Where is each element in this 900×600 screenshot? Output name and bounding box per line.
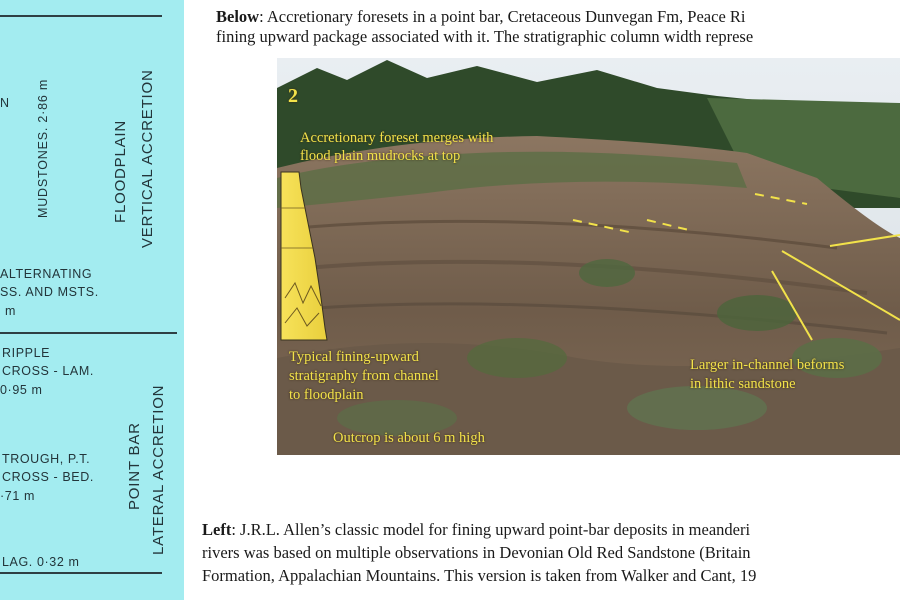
point-bar-label: POINT BAR [126, 422, 143, 510]
column-label-ripple-1: RIPPLE [2, 346, 51, 360]
outcrop-photo-illustration [277, 58, 900, 455]
column-label-lag: LAG. 0·32 m [2, 555, 80, 569]
annotation-fining-1: Typical fining-upward [289, 349, 419, 365]
column-label-ripple-2: CROSS - LAM. [2, 364, 94, 378]
top-rule [0, 15, 162, 17]
annotation-foreset-2: flood plain mudrocks at top [300, 148, 461, 164]
caption-bottom-line-2: rivers was based on multiple observations in Devonian Old Red Sandstone (Britain [202, 543, 751, 562]
column-label-ripple-3: 0·95 m [0, 383, 43, 397]
column-label-trough-1: TROUGH, P.T. [2, 452, 91, 466]
annotation-fining-2: stratigraphy from channel [289, 368, 439, 384]
annotation-fining-3: to floodplain [289, 387, 364, 403]
stratigraphic-column-panel [0, 0, 184, 600]
annotation-foreset-1: Accretionary foreset merges with [300, 130, 494, 146]
caption-top-line-2: fining upward package associated with it. The stratigraphic column width represe [216, 27, 754, 46]
annotation-bedforms-1: Larger in-channel beforms [690, 357, 845, 373]
caption-bottom-text-1: : J.R.L. Allen’s classic model for fining upward point-bar deposits in meanderi [231, 520, 751, 539]
facies-divider-rule [0, 332, 177, 334]
caption-bottom-label: Left [202, 520, 232, 539]
vertical-accretion-label: VERTICAL ACCRETION [139, 69, 156, 248]
floodplain-label: FLOODPLAIN [112, 119, 129, 223]
caption-top-label: Below [216, 7, 260, 26]
annotation-bedforms-2: in lithic sandstone [690, 376, 796, 392]
annotation-outcrop-height: Outcrop is about 6 m high [333, 430, 485, 446]
photo-number: 2 [288, 85, 298, 107]
lateral-accretion-label: LATERAL ACCRETION [150, 384, 167, 555]
column-label-alternating-2: SS. AND MSTS. [0, 285, 99, 299]
caption-bottom-line-1 [202, 520, 750, 539]
bottom-rule [0, 572, 162, 574]
column-label-mudstones: MUDSTONES. 2·86 m [36, 78, 50, 218]
caption-top-line-1 [216, 7, 746, 26]
column-label-n: N [0, 96, 10, 110]
column-label-alternating-3: m [5, 304, 17, 318]
outcrop-photo [277, 58, 900, 455]
caption-top-text-1: : Accretionary foresets in a point bar, Cretaceous Dunvegan Fm, Peace Ri [259, 7, 746, 26]
caption-bottom-line-3: Formation, Appalachian Mountains. This version is taken from Walker and Cant, 19 [202, 566, 757, 585]
column-label-trough-2: CROSS - BED. [2, 470, 94, 484]
column-label-trough-3: ·71 m [0, 489, 35, 503]
column-label-alternating-1: ALTERNATING [0, 267, 93, 281]
